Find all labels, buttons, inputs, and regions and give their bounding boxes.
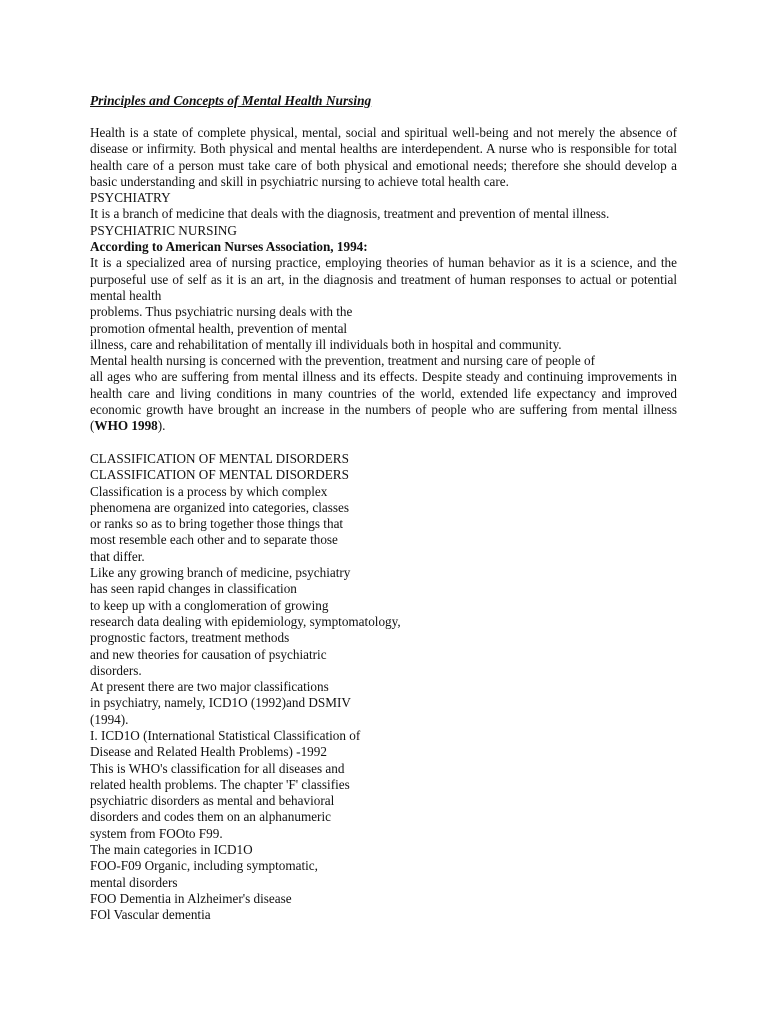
paragraph-close: ). bbox=[157, 418, 166, 434]
psychiatry-heading: PSYCHIATRY bbox=[90, 190, 171, 206]
classification-line: most resemble each other and to separate those bbox=[90, 532, 338, 548]
blank-line bbox=[90, 435, 677, 451]
classification-line: FOO Dementia in Alzheimer's disease bbox=[90, 890, 292, 906]
psychiatric-nursing-heading: PSYCHIATRIC NURSING bbox=[90, 222, 237, 238]
classification-line: prognostic factors, treatment methods bbox=[90, 630, 290, 646]
text-line: Mental health nursing is concerned with the prevention, treatment and nursing care of people of bbox=[90, 353, 595, 369]
ana-heading: According to American Nurses Association, 1994: bbox=[90, 239, 368, 255]
classification-line: At present there are two major classifications bbox=[90, 679, 329, 695]
classification-line: (1994). bbox=[90, 711, 129, 727]
classification-line: has seen rapid changes in classification bbox=[90, 581, 297, 597]
classification-line: Classification is a process by which complex bbox=[90, 483, 328, 499]
text-line: illness, care and rehabilitation of mentally ill individuals both in hospital and community. bbox=[90, 336, 562, 352]
psychiatry-definition: It is a branch of medicine that deals with the diagnosis, treatment and prevention of mental illness. bbox=[90, 206, 610, 222]
classification-line: in psychiatry, namely, ICD1O (1992)and DSMIV bbox=[90, 695, 351, 711]
classification-line: system from FOOto F99. bbox=[90, 825, 223, 841]
document-title: Principles and Concepts of Mental Health Nursing bbox=[90, 93, 372, 108]
document-body bbox=[90, 93, 677, 924]
text-line: problems. Thus psychiatric nursing deals with the bbox=[90, 304, 353, 320]
classification-line: FOl Vascular dementia bbox=[90, 907, 211, 923]
classification-line: Disease and Related Health Problems) -1992 bbox=[90, 744, 327, 760]
text-line: promotion ofmental health, prevention of mental bbox=[90, 320, 348, 336]
classification-line: Like any growing branch of medicine, psychiatry bbox=[90, 565, 351, 581]
paragraph-text: all ages who are suffering from mental illness and its effects. Despite steady and continuing improvements in health care and living conditions in many countries of the world, extended life expectancy and improved economic growth have brought an increase in the numbers of people who are suffering from mental illness ( bbox=[90, 369, 677, 434]
classification-line: that differ. bbox=[90, 548, 145, 564]
classification-line: This is WHO's classification for all diseases and bbox=[90, 760, 345, 776]
classification-line: related health problems. The chapter 'F' classifies bbox=[90, 776, 350, 792]
classification-section bbox=[90, 451, 677, 924]
classification-line: research data dealing with epidemiology, symptomatology, bbox=[90, 613, 401, 629]
classification-line: I. ICD1O (International Statistical Classification of bbox=[90, 727, 361, 743]
classification-line: CLASSIFICATION OF MENTAL DISORDERS bbox=[90, 467, 349, 483]
classification-line: to keep up with a conglomeration of growing bbox=[90, 597, 329, 613]
classification-line: CLASSIFICATION OF MENTAL DISORDERS bbox=[90, 450, 349, 466]
classification-line: and new theories for causation of psychiatric bbox=[90, 646, 327, 662]
intro-paragraph: Health is a state of complete physical, mental, social and spiritual well-being and not merely the absence of disease or infirmity. Both physical and mental healths are interdependent. A nurse who is responsible for total health care of a person must take care of both physical and emotional needs; therefore she should develop a basic understanding and skill in psychiatric nursing to achieve total health care. bbox=[90, 125, 677, 189]
classification-line: The main categories in ICD1O bbox=[90, 842, 253, 858]
classification-line: mental disorders bbox=[90, 874, 178, 890]
classification-line: psychiatric disorders as mental and behavioral bbox=[90, 793, 335, 809]
mental-health-paragraph bbox=[90, 369, 677, 434]
classification-line: disorders. bbox=[90, 662, 142, 678]
classification-line: disorders and codes them on an alphanumeric bbox=[90, 809, 331, 825]
ana-definition: It is a specialized area of nursing practice, employing theories of human behavior as it is a science, and the purposeful use of self as it is an art, in the diagnosis and treatment of human responses to actual or potential mental health bbox=[90, 255, 677, 303]
classification-line: FOO-F09 Organic, including symptomatic, bbox=[90, 858, 318, 874]
who-reference: WHO 1998 bbox=[94, 418, 158, 434]
classification-line: phenomena are organized into categories, classes bbox=[90, 499, 350, 515]
classification-line: or ranks so as to bring together those things that bbox=[90, 516, 344, 532]
